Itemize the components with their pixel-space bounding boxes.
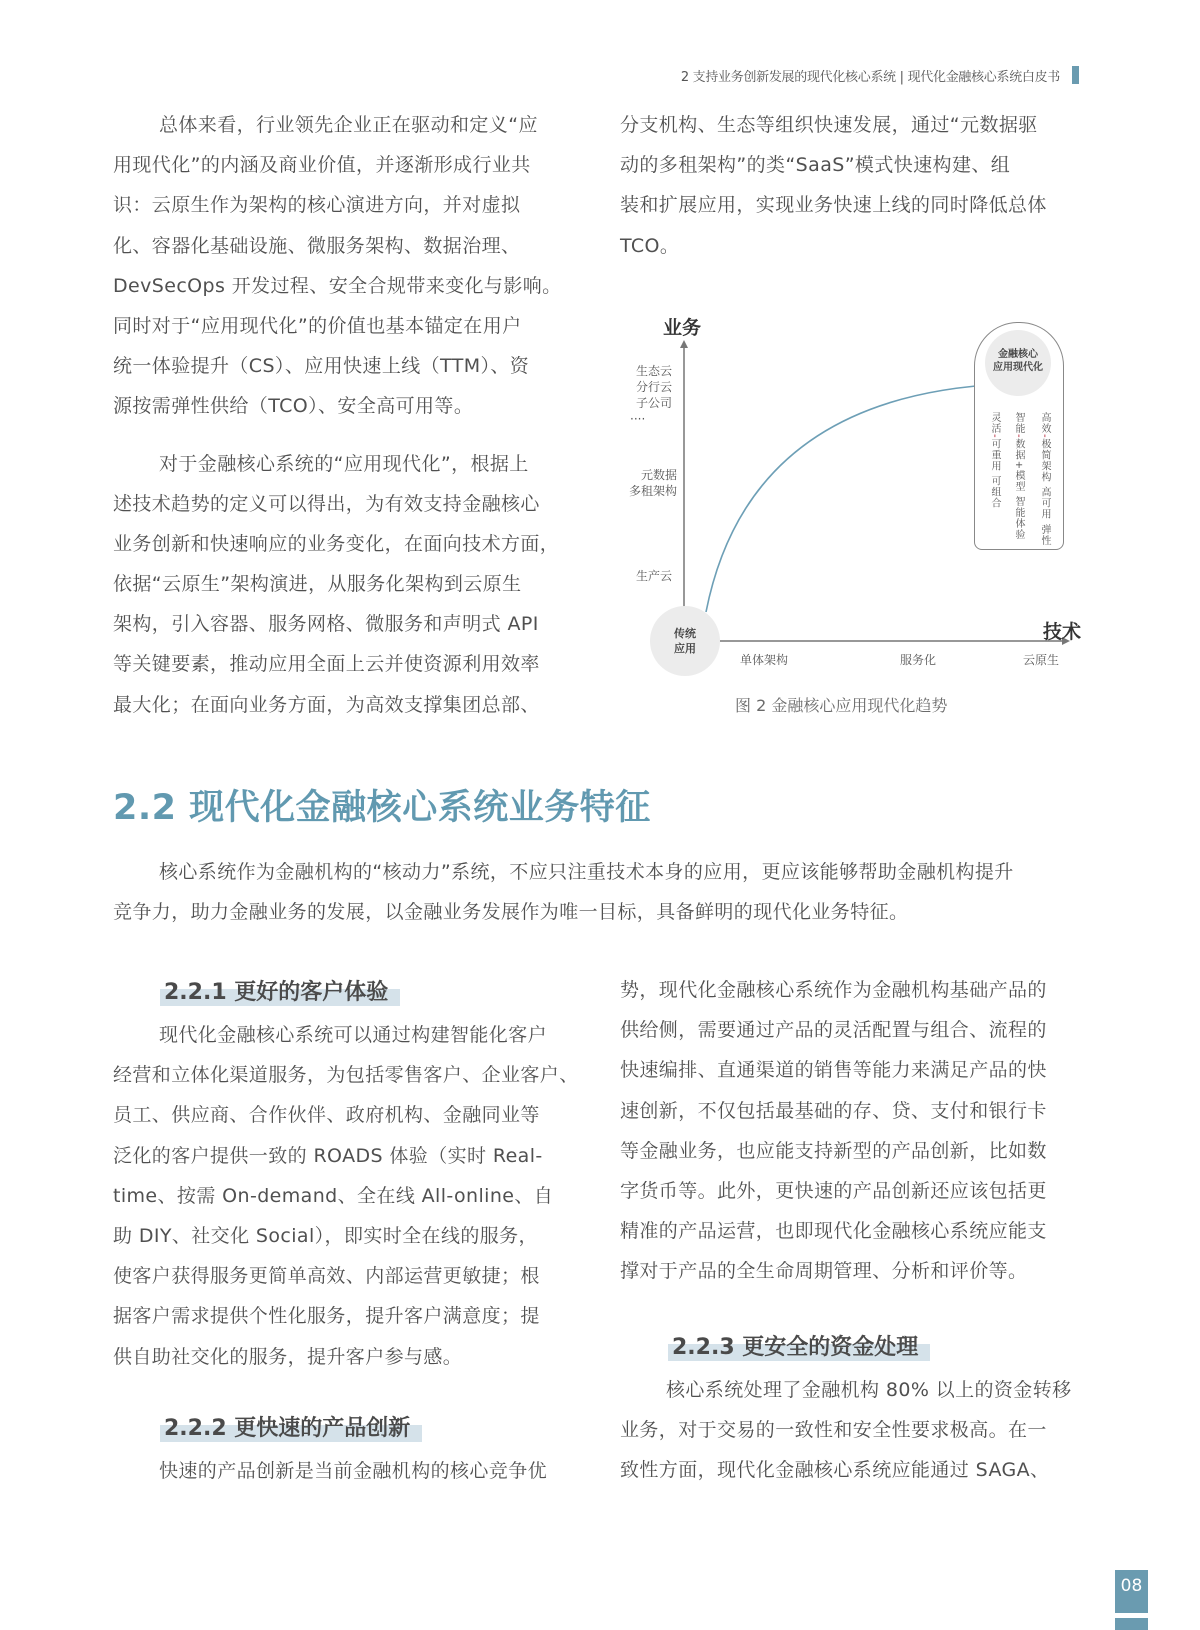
text-line: 识：云原生作为架构的核心演进方向，并对虚拟 — [113, 194, 521, 217]
text-line: 撑对于产品的全生命周期管理、分析和评价等。 — [620, 1260, 1028, 1283]
text-line: 精准的产品运营，也即现代化金融核心系统应能支 — [620, 1220, 1047, 1243]
text-line: 速创新，不仅包括最基础的存、贷、支付和银行卡 — [620, 1099, 1047, 1122]
feature-head: 高效 — [1039, 412, 1050, 434]
text-line: 供给侧，需要通过产品的灵活配置与组合、流程的 — [620, 1019, 1047, 1042]
text-line: 核心系统处理了金融机构 80% 以上的资金转移 — [666, 1379, 1072, 1401]
x-label-monolith: 单体架构 — [740, 653, 789, 667]
y-label-line: 生态云 — [635, 364, 672, 378]
left-column-top — [113, 105, 583, 725]
y-label-line: 元数据 — [640, 468, 677, 482]
feature-body: 数据+模型 智能体验 — [1013, 438, 1024, 541]
subsection-title-223: 2.2.3 更安全的资金处理 — [668, 1330, 930, 1361]
text-line: 对于金融核心系统的“应用现代化”，根据上 — [159, 452, 529, 475]
feature-head: 灵活 — [989, 412, 1000, 434]
feature-head: 智能 — [1013, 412, 1024, 434]
subsection-221-body — [113, 1015, 583, 1377]
target-label-line: 应用现代化 — [993, 362, 1043, 373]
page-number-tab: 08 — [1115, 1570, 1148, 1613]
text-line: time、按需 On-demand、全在线 All-online、自 — [113, 1184, 554, 1207]
text-line: 快速编排、直通渠道的销售等能力来满足产品的快 — [620, 1059, 1047, 1082]
y-label-line: ···· — [630, 412, 646, 426]
y-label-line: 子公司 — [635, 396, 672, 410]
x-axis-title: 技术 — [1043, 621, 1082, 643]
subsection-223-body — [620, 1370, 1090, 1491]
section-title: 2.2 现代化金融核心系统业务特征 — [113, 788, 651, 828]
text-line: 化、容器化基础设施、微服务架构、数据治理、 — [113, 234, 521, 257]
feature-flexible: 灵活-可重用 可组合 — [989, 412, 1000, 509]
text-line: 业务，对于交易的一致性和安全性要求极高。在一 — [620, 1419, 1047, 1442]
y-label-multitenant — [623, 467, 677, 499]
text-line: TCO。 — [620, 234, 680, 257]
text-line: 员工、供应商、合作伙伴、政府机构、金融同业等 — [113, 1104, 540, 1127]
figure-modernization-trend — [620, 300, 1100, 720]
text-line: 统一体验提升（CS）、应用快速上线（TTM）、资 — [113, 355, 530, 378]
y-label-line: 生产云 — [635, 569, 672, 583]
text-line: 经营和立体化渠道服务，为包括零售客户、企业客户、 — [113, 1064, 579, 1087]
text-line: 依据“云原生”架构演进，从服务化架构到云原生 — [113, 573, 522, 596]
text-line: 致性方面，现代化金融核心系统应能通过 SAGA、 — [620, 1459, 1050, 1482]
y-label-line: 分行云 — [635, 380, 672, 394]
feature-intelligent: 智能-数据+模型 智能体验 — [1013, 412, 1024, 541]
target-label-line: 金融核心 — [998, 349, 1038, 360]
text-line: 供自助社交化的服务，提升客户参与感。 — [113, 1345, 463, 1368]
text-line: 泛化的客户提供一致的 ROADS 体验（实时 Real- — [113, 1144, 543, 1167]
subsection-222-continued — [620, 970, 1090, 1292]
figure-caption: 图 2 金融核心应用现代化趋势 — [735, 696, 948, 715]
text-line: 使客户获得服务更简单高效、内部运营更敏捷；根 — [113, 1265, 540, 1288]
text-line: 快速的产品创新是当前金融机构的核心竞争优 — [159, 1460, 548, 1482]
text-line: 同时对于“应用现代化”的价值也基本锚定在用户 — [113, 314, 522, 337]
y-label-production-cloud — [630, 568, 672, 584]
text-line: 动的多租架构”的类“SaaS”模式快速构建、组 — [620, 154, 1011, 177]
text-line: 用现代化”的内涵及商业价值，并逐渐形成行业共 — [113, 154, 531, 177]
text-line: 竞争力，助力金融业务的发展，以金融业务发展作为唯一目标，具备鲜明的现代化业务特征。 — [113, 901, 909, 924]
right-column-top — [620, 105, 1090, 266]
text-line: 现代化金融核心系统可以通过构建智能化客户 — [159, 1024, 548, 1046]
text-line: 架构，引入容器、服务网格、微服务和声明式 API — [113, 613, 539, 636]
text-line: 述技术趋势的定义可以得出，为有效支持金融核心 — [113, 492, 540, 515]
origin-label — [650, 626, 720, 656]
text-line: 据客户需求提供个性化服务，提升客户满意度；提 — [113, 1305, 540, 1328]
running-header: 2 支持业务创新发展的现代化核心系统 | 现代化金融核心系统白皮书 — [680, 70, 1060, 85]
feature-body: 可重用 可组合 — [989, 438, 1000, 509]
text-line: 分支机构、生态等组织快速发展，通过“元数据驱 — [620, 114, 1038, 136]
text-line: 等关键要素，推动应用全面上云并使资源利用效率 — [113, 653, 540, 676]
text-line: 最大化；在面向业务方面，为高效支撑集团总部、 — [113, 693, 540, 716]
text-line: 源按需弹性供给（TCO）、安全高可用等。 — [113, 395, 474, 418]
page-edge-accent — [1115, 1618, 1148, 1630]
header-accent-bar — [1072, 66, 1079, 84]
x-label-cloud-native: 云原生 — [1023, 653, 1060, 667]
text-line: 总体来看，行业领先企业正在驱动和定义“应 — [159, 114, 538, 136]
origin-label-line: 应用 — [674, 642, 696, 655]
text-line: 业务创新和快速响应的业务变化，在面向技术方面， — [113, 532, 560, 555]
text-line: 核心系统作为金融机构的“核动力”系统，不应只注重技术本身的应用，更应该能够帮助金融机构提升 — [159, 861, 1014, 883]
y-label-ecosystem — [630, 363, 672, 427]
section-intro — [113, 852, 1093, 932]
y-axis-title: 业务 — [663, 317, 702, 339]
text-line: DevSecOps 开发过程、安全合规带来变化与影响。 — [113, 274, 562, 297]
origin-label-line: 传统 — [674, 627, 696, 640]
subsection-222-body — [113, 1451, 583, 1491]
subsection-title-222: 2.2.2 更快速的产品创新 — [160, 1411, 422, 1442]
text-line: 装和扩展应用，实现业务快速上线的同时降低总体 — [620, 194, 1047, 217]
text-line: 等金融业务，也应能支持新型的产品创新，比如数 — [620, 1139, 1047, 1162]
text-line: 势，现代化金融核心系统作为金融机构基础产品的 — [620, 979, 1047, 1001]
subsection-title-221: 2.2.1 更好的客户体验 — [160, 975, 400, 1006]
feature-efficient: 高效-极简架构 高可用 弹性 — [1039, 412, 1050, 546]
feature-body: 极简架构 高可用 弹性 — [1039, 438, 1050, 546]
target-label — [982, 348, 1054, 374]
text-line: 助 DIY、社交化 Social），即实时全在线的服务， — [113, 1224, 538, 1247]
y-label-line: 多租架构 — [628, 484, 677, 498]
x-label-service: 服务化 — [900, 653, 937, 667]
text-line: 字货币等。此外，更快速的产品创新还应该包括更 — [620, 1179, 1047, 1202]
